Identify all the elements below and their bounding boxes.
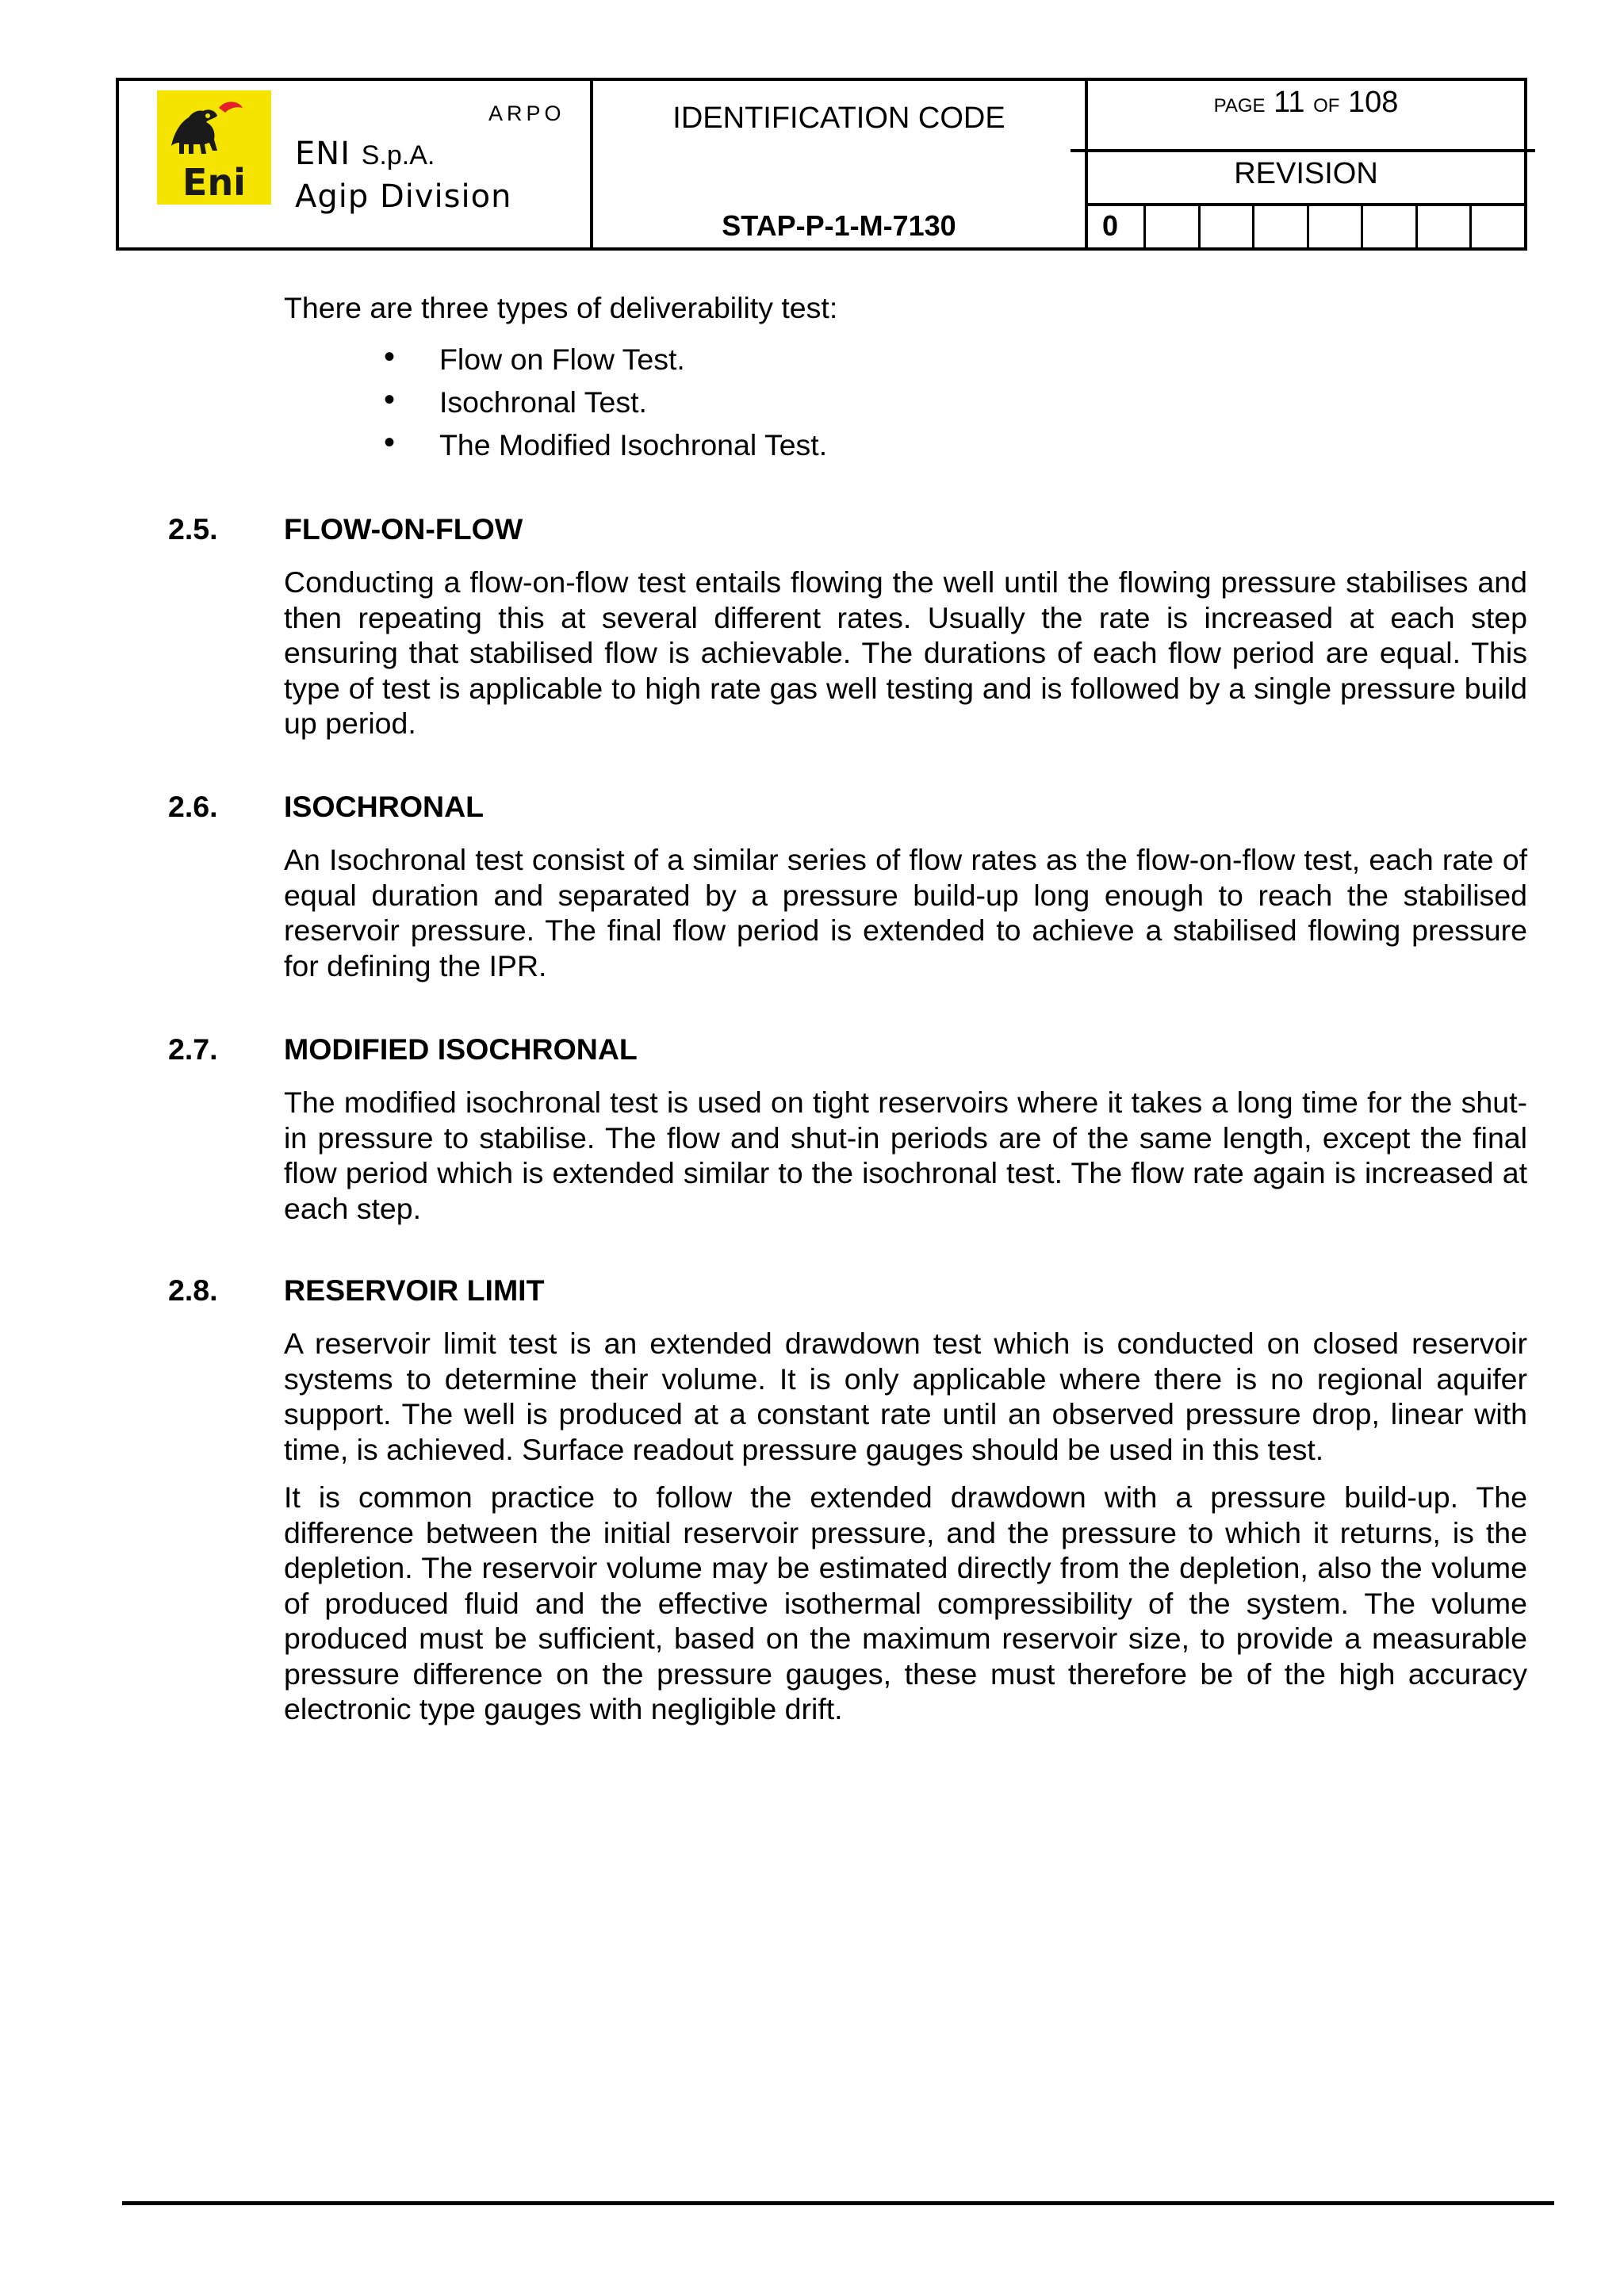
section-title: ISOCHRONAL bbox=[284, 790, 485, 823]
section-title: FLOW-ON-FLOW bbox=[284, 512, 523, 546]
bullet-dot: • bbox=[384, 382, 396, 417]
logo-cell bbox=[119, 81, 593, 247]
bullet-dot: • bbox=[384, 425, 396, 460]
identification-cell bbox=[593, 81, 1088, 247]
bullet-item: Flow on Flow Test. bbox=[439, 343, 685, 376]
identification-label: IDENTIFICATION CODE bbox=[672, 101, 1005, 135]
revision-empty-cell bbox=[1254, 206, 1309, 247]
revision-empty-cell bbox=[1418, 206, 1473, 247]
page-indicator bbox=[1088, 86, 1524, 152]
bullet-item: Isochronal Test. bbox=[439, 385, 647, 419]
org-label: ARPO bbox=[488, 101, 565, 125]
section-paragraph: Conducting a flow-on-flow test entails flowing the well until the flowing pressure stabilises and then repeating this at several different rates. Usually the rate is increased at each step ensuring that stabilised flow is achievable. The durations of each flow period are equal. This type of test is applicable to high rate gas well testing and is followed by a single pressure build up period. bbox=[284, 565, 1527, 740]
logo-wordmark: Eni bbox=[182, 161, 246, 204]
revision-cell bbox=[1088, 81, 1524, 247]
divider bbox=[1071, 149, 1535, 152]
section-number: 2.8. bbox=[168, 1273, 218, 1307]
revision-label: REVISION bbox=[1234, 157, 1378, 190]
page-word: PAGE bbox=[1213, 95, 1266, 117]
revision-empty-cell bbox=[1472, 206, 1524, 247]
company-name bbox=[295, 133, 511, 217]
six-legged-dog-icon bbox=[157, 90, 271, 205]
bullet-item: The Modified Isochronal Test. bbox=[439, 428, 828, 461]
revision-empty-cell bbox=[1201, 206, 1255, 247]
page-number: 11 bbox=[1274, 86, 1305, 119]
section-title: MODIFIED ISOCHRONAL bbox=[284, 1032, 638, 1066]
eni-logo bbox=[157, 90, 271, 205]
of-word: OF bbox=[1313, 95, 1340, 117]
page-total: 108 bbox=[1347, 86, 1399, 119]
section-number: 2.7. bbox=[168, 1032, 218, 1066]
identification-code: STAP-P-1-M-7130 bbox=[722, 209, 956, 242]
company-suffix: S.p.A. bbox=[361, 140, 435, 170]
revision-empty-cell bbox=[1363, 206, 1418, 247]
section-paragraph: It is common practice to follow the extended drawdown with a pressure build-up. The difference between the initial reservoir pressure, and the pressure to which it returns, is the depletion. The reservoir volume may be estimated directly from the depletion, also the volume of produced fluid and the effective isothermal compressibility of the system. The volume produced must be sufficient, based on the maximum reservoir size, to provide a measurable pressure difference on the pressure gauges, these must therefore be of the high accuracy electronic type gauges with negligible drift. bbox=[284, 1480, 1527, 1725]
section-paragraph: The modified isochronal test is used on tight reservoirs where it takes a long time for the shut-in pressure to stabilise. The flow and shut-in periods are of the same length, except the final flow period which is extended similar to the isochronal test. The flow rate again is increased at each step. bbox=[284, 1086, 1527, 1225]
division-name: Agip Division bbox=[295, 178, 512, 215]
bullet-dot: • bbox=[384, 339, 396, 374]
revision-row bbox=[1088, 203, 1524, 247]
revision-empty-cell bbox=[1309, 206, 1364, 247]
section-title: RESERVOIR LIMIT bbox=[284, 1273, 545, 1307]
section-number: 2.6. bbox=[168, 790, 218, 823]
section-paragraph: A reservoir limit test is an extended drawdown test which is conducted on closed reservoir systems to determine their volume. It is only applicable where there is no regional aquifer support. The well is produced at a constant rate until an observed pressure drop, linear with time, is achieved. Surface readout pressure gauges should be used in this test. bbox=[284, 1327, 1527, 1466]
revision-empty-cell bbox=[1146, 206, 1201, 247]
section-paragraph: An Isochronal test consist of a similar series of flow rates as the flow-on-flow test, each rate of equal duration and separated by a pressure build-up long enough to reach the stabilised reservoir pressure. The final flow period is extended to achieve a stabilised flowing pressure for defining the IPR. bbox=[284, 843, 1527, 982]
document-header bbox=[116, 78, 1527, 251]
footer-divider bbox=[122, 2201, 1554, 2205]
section-number: 2.5. bbox=[168, 512, 218, 546]
revision-value: 0 bbox=[1088, 206, 1146, 247]
company-eni: ENI bbox=[295, 136, 350, 172]
intro-text: There are three types of deliverability test: bbox=[284, 291, 838, 324]
